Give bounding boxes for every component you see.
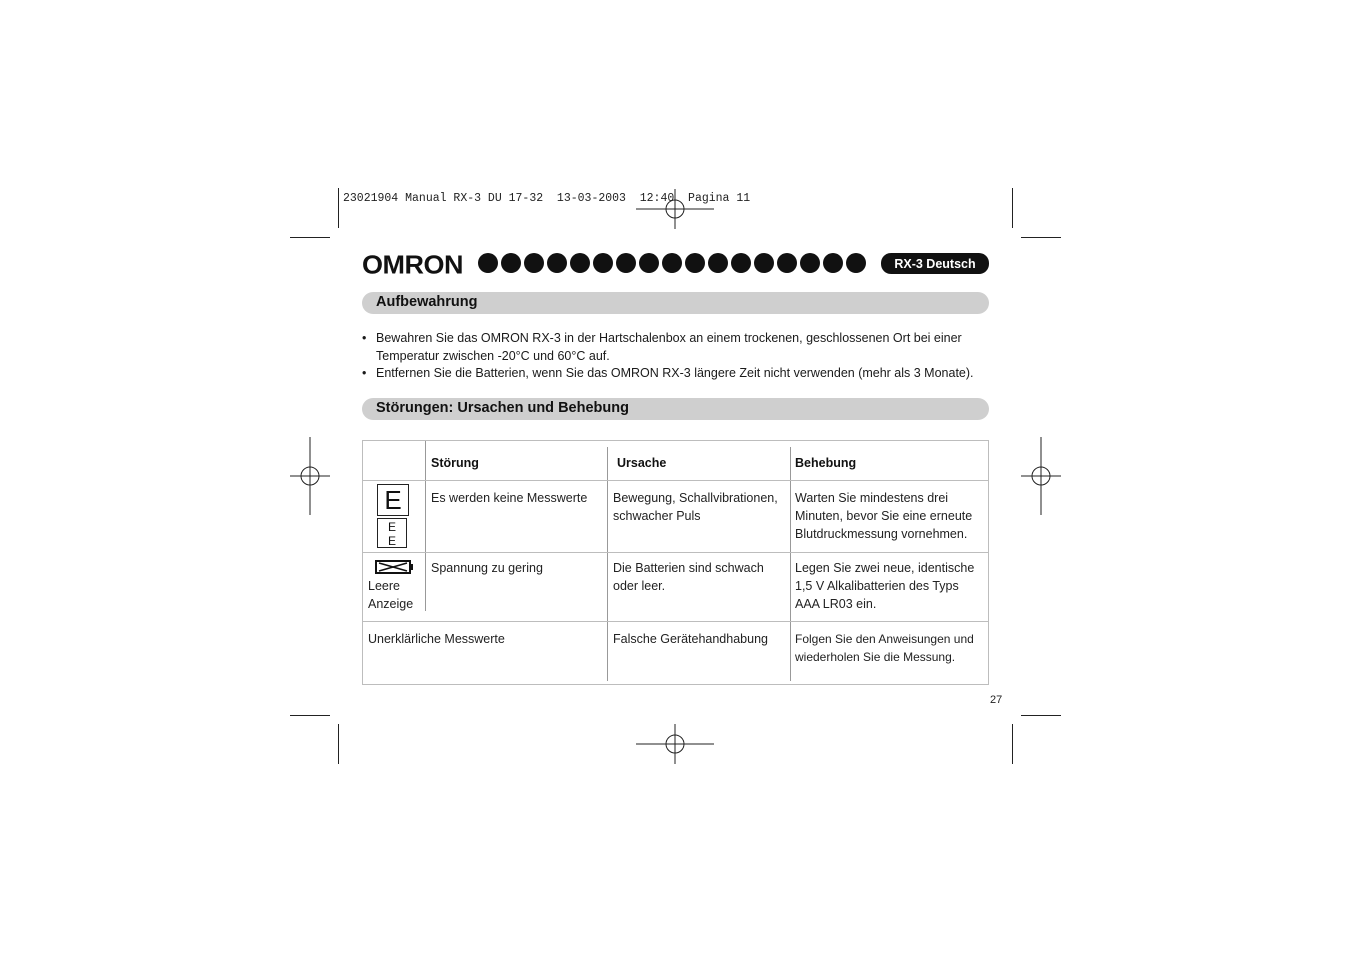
section-title-troubleshooting: Störungen: Ursachen und Behebung <box>376 400 629 416</box>
row-problem: Unerklärliche Messwerte <box>368 632 505 646</box>
list-item: • Bewahren Sie das OMRON RX-3 in der Hartschalenbox an einem trockenen, geschlossenen Ort bei einer Temperatur zwischen -20°C und 60°C auf. <box>362 330 992 365</box>
list-item: • Entfernen Sie die Batterien, wenn Sie das OMRON RX-3 längere Zeit nicht verwenden (mehr als 3 Monate). <box>362 365 992 383</box>
registration-mark-top <box>636 189 714 229</box>
row-problem: Spannung zu gering <box>431 561 543 575</box>
registration-mark-right <box>1021 437 1061 515</box>
dot <box>754 253 774 273</box>
row-remedy: Folgen Sie den Anweisungen und wiederholen Sie die Messung. <box>795 632 974 664</box>
dot <box>708 253 728 273</box>
crop-mark <box>1012 724 1013 764</box>
print-header: 23021904 Manual RX-3 DU 17-32 13-03-2003 12:40 Pagina 11 <box>343 192 751 205</box>
page-number: 27 <box>990 694 1003 706</box>
crop-mark <box>338 724 339 764</box>
row-cause: Die Batterien sind schwach oder leer. <box>613 561 764 593</box>
header-cause: Ursache <box>617 456 667 470</box>
omron-logo: OMRON <box>362 250 463 280</box>
column-divider <box>425 441 426 611</box>
dot <box>593 253 613 273</box>
dot <box>800 253 820 273</box>
row-divider <box>363 621 988 622</box>
error-display-icon-small: E E <box>377 518 407 548</box>
crop-mark <box>290 237 330 238</box>
storage-bullets <box>362 330 992 383</box>
dot <box>846 253 866 273</box>
dot <box>685 253 705 273</box>
section-title-storage: Aufbewahrung <box>376 294 478 310</box>
row-remedy: Legen Sie zwei neue, identische 1,5 V Alkalibatterien des Typs AAA LR03 ein. <box>795 561 975 611</box>
battery-icon-label: Leere <box>368 579 400 593</box>
dot <box>570 253 590 273</box>
dot <box>731 253 751 273</box>
dot <box>662 253 682 273</box>
registration-mark-bottom <box>636 724 714 764</box>
crop-mark <box>1021 237 1061 238</box>
troubleshooting-table <box>362 440 989 685</box>
dot <box>777 253 797 273</box>
header-remedy: Behebung <box>795 456 857 470</box>
crop-mark <box>1021 715 1061 716</box>
crop-mark <box>1012 188 1013 228</box>
error-display-icon: E <box>377 484 409 516</box>
header-problem: Störung <box>431 456 479 470</box>
empty-battery-icon <box>373 559 415 575</box>
dot <box>478 253 498 273</box>
column-divider <box>790 447 791 681</box>
row-divider <box>363 480 988 481</box>
column-divider <box>607 447 608 681</box>
row-cause: Falsche Gerätehandhabung <box>613 632 768 646</box>
dot <box>616 253 636 273</box>
row-problem: Es werden keine Messwerte <box>431 491 588 505</box>
dot <box>501 253 521 273</box>
decorative-dots <box>478 253 866 273</box>
dot <box>524 253 544 273</box>
dot <box>823 253 843 273</box>
row-cause: Bewegung, Schallvibrationen, schwacher Puls <box>613 491 778 523</box>
crop-mark <box>290 715 330 716</box>
row-remedy: Warten Sie mindestens drei Minuten, bevor Sie eine erneute Blutdruckmessung vornehmen. <box>795 491 973 541</box>
dot <box>639 253 659 273</box>
battery-icon-label: Anzeige <box>368 597 414 611</box>
row-divider <box>363 552 988 553</box>
crop-mark <box>338 188 339 228</box>
registration-mark-left <box>290 437 330 515</box>
dot <box>547 253 567 273</box>
language-badge: RX-3 Deutsch <box>881 253 989 274</box>
